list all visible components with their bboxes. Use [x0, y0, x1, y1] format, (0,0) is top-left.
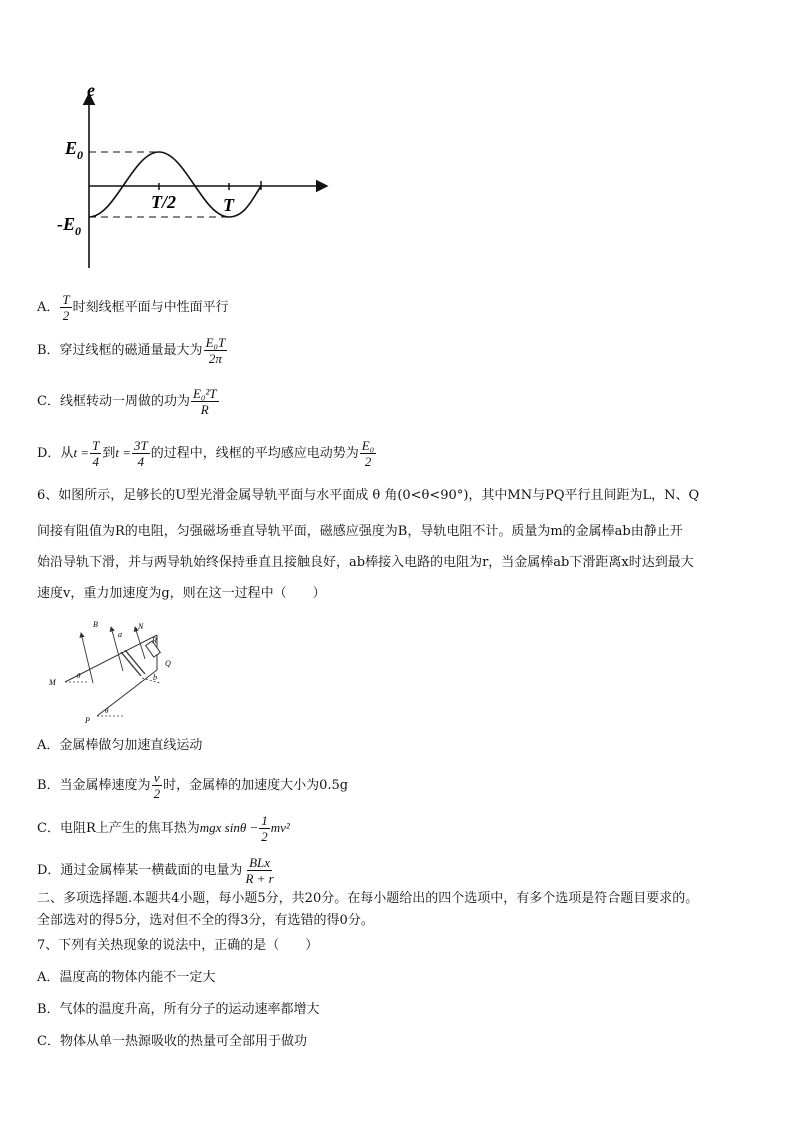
q7-option-b: B．气体的温度升高，所有分子的运动速率都增大: [37, 1002, 320, 1017]
q7-option-c: C．物体从单一热源吸收的热量可全部用于做功: [37, 1034, 307, 1049]
svg-text:θ: θ: [105, 707, 109, 715]
q6-stem-line3: 始沿导轨下滑，并与两导轨始终保持垂直且接触良好，ab棒接入电路的电阻为r，当金属棒ab下滑距离x时达到最大: [37, 555, 694, 570]
svg-text:Q: Q: [165, 659, 171, 668]
svg-text:N: N: [138, 622, 144, 631]
svg-text:a: a: [118, 630, 122, 639]
section2-line2: 全部选对的得5分，选对但不全的得3分，有选错的得0分。: [37, 913, 374, 928]
q7-option-a: A．温度高的物体内能不一定大: [37, 970, 216, 985]
section2-line1: 二、多项选择题.本题共4小题，每小题5分，共20分。在每小题给出的四个选项中，有多个选项是符合题目要求的。: [37, 891, 699, 906]
emf-time-graph: [55, 80, 345, 275]
q5-option-a: A． $\frac{T}{2}$ 时刻线框平面与中性面平行: [37, 292, 229, 323]
q5-option-b: B．穿过线框的磁通量最大为 $\frac{\text{E₀T}}{2\pi}$: [37, 335, 226, 366]
q6-stem-line4: 速度v，重力加速度为g，则在这一过程中（ ）: [37, 586, 326, 601]
inclined-rails-figure: [45, 615, 195, 727]
e0-label: $E_0$: [65, 138, 84, 162]
svg-text:θ: θ: [77, 672, 81, 680]
svg-text:P: P: [85, 716, 90, 725]
t-label: T: [223, 195, 234, 215]
svg-text:B: B: [93, 620, 98, 629]
svg-text:R: R: [152, 636, 157, 645]
q6-stem-line1: 6、如图所示，足够长的U型光滑金属导轨平面与水平面成 θ 角(0<θ<90°)，其中MN与PQ平行且间距为L，N、Q: [37, 488, 700, 503]
q6-option-b: B．当金属棒速度为 $\frac{v}{2}$ 时，金属棒的加速度大小为0.5g: [37, 770, 349, 801]
y-axis-label: e: [87, 80, 95, 100]
neg-e0-label: $-E_0$: [57, 214, 81, 238]
svg-text:b: b: [153, 673, 157, 682]
q6-option-a: A．金属棒做匀加速直线运动: [37, 738, 203, 753]
q5-option-c: C．线框转动一周做的功为 $\frac{\text{E₀²T}}{R}$: [37, 386, 217, 417]
svg-text:M: M: [49, 678, 56, 687]
q6-option-c: C．电阻R上产生的焦耳热为mgx sinθ − $\frac{1}{2}$ mv²: [37, 813, 290, 844]
t-half-label: T/2: [151, 192, 176, 212]
q5-option-d: D．从t = $\frac{T}{4}$ 到t = $\frac{3T}{4}$ 的过程中，线框的平均感应电动势为 $\frac{\text{E₀}}{2}$: [37, 438, 375, 469]
q6-option-d: D．通过金属棒某一横截面的电量为 $\frac{\text{BLx}}{R + r}$: [37, 855, 274, 886]
q6-stem-line2: 间接有阻值为R的电阻，匀强磁场垂直导轨平面，磁感应强度为B，导轨电阻不计。质量为m的金属棒ab由静止开: [37, 524, 683, 539]
q7-stem: 7、下列有关热现象的说法中，正确的是（ ）: [37, 938, 319, 953]
